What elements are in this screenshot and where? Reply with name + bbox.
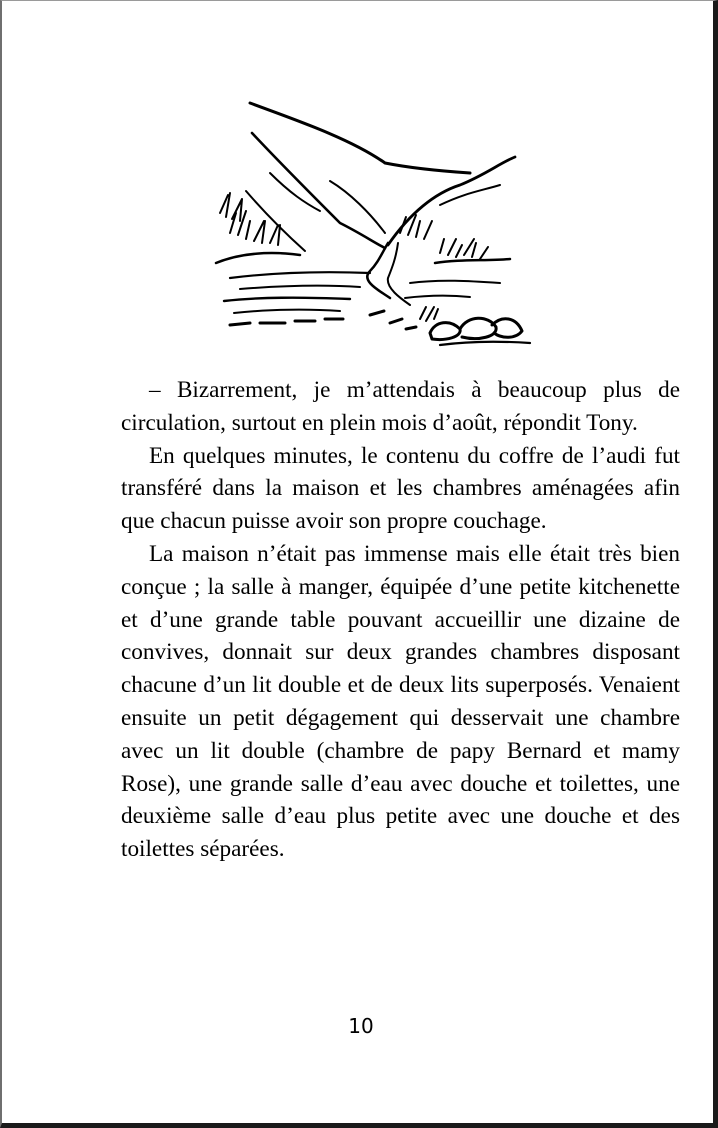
mountain-valley-illustration	[210, 93, 542, 351]
paragraph-3: La maison n’était pas immense mais elle était très bien conçue ; la salle à manger, équipée d’une petite kitchenette et d’une grande table pouvant accueillir une dizaine de convives, donnait sur deux grandes chambres disposant chacune d’un lit double et de deux lits superposés. Venaient ensuite un petit dégagement qui desservait une chambre avec un lit double (chambre de papy Bernard et mamy Rose), une grande salle d’eau avec douche et toilettes, une deuxième salle d’eau plus petite avec une douche et des toilettes séparées.	[121, 540, 680, 863]
story-text	[121, 374, 680, 866]
paragraph-2: En quelques minutes, le contenu du coffre de l’audi fut transféré dans la maison et les chambres aménagées afin que chacun puisse avoir son propre couchage.	[121, 442, 680, 535]
paragraph-1: – Bizarrement, je m’attendais à beaucoup plus de circulation, surtout en plein mois d’août, répondit Tony.	[121, 377, 680, 436]
page-number: 10	[348, 1014, 374, 1038]
